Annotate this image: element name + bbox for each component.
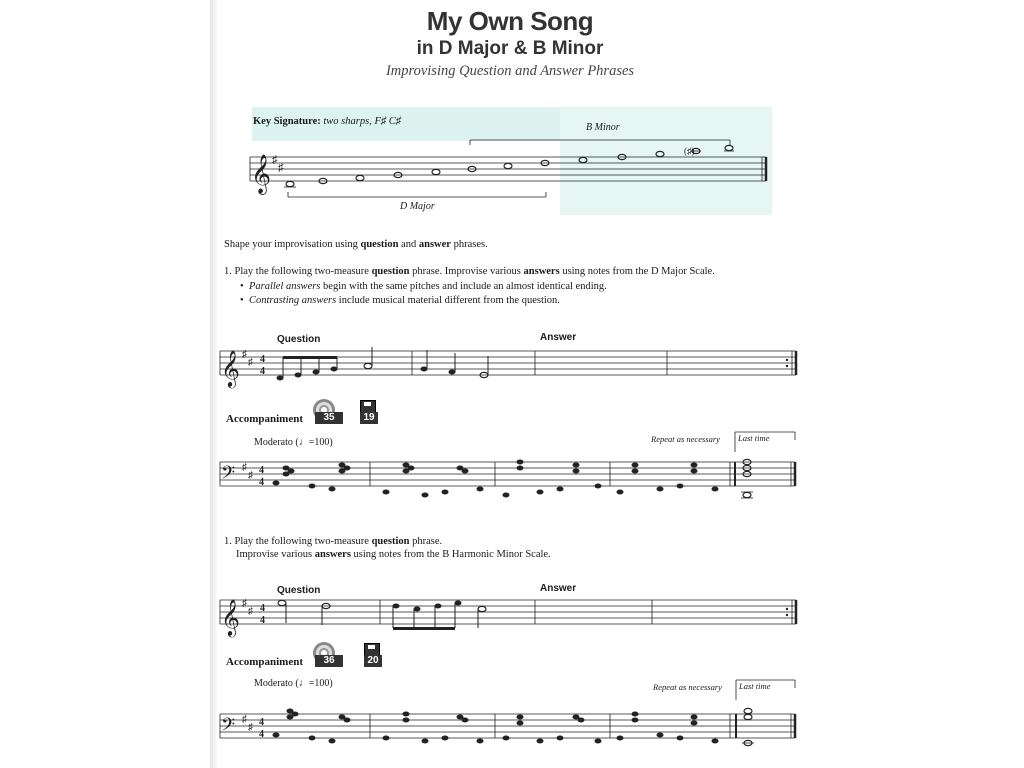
accompaniment-label-2: Accompaniment (226, 656, 303, 668)
svg-text:♯: ♯ (248, 357, 253, 368)
page-subtitle: in D Major & B Minor (416, 38, 604, 59)
disk-track-number-1: 19 (360, 412, 378, 424)
music-worksheet-page (210, 0, 810, 768)
answer-label-1: Answer (540, 332, 577, 343)
svg-text:4: 4 (259, 477, 264, 488)
exercise1-bullet-contrasting: • Contrasting answers include musical material different from the question. (240, 295, 560, 306)
accompaniment-staff-2 (210, 676, 810, 746)
svg-text:♯: ♯ (278, 162, 284, 174)
svg-text:4: 4 (260, 615, 265, 626)
cd-track-number-2: 36 (315, 655, 343, 667)
exercise2-instruction: 1. Play the following two-measure question phrase. (224, 536, 443, 547)
repeat-note-1: Repeat as necessary (651, 434, 720, 444)
svg-text:𝄢: 𝄢 (221, 462, 236, 487)
d-major-label: D Major (400, 201, 435, 212)
accompaniment-label-1: Accompaniment (226, 413, 303, 425)
svg-text:4: 4 (260, 354, 265, 365)
melody-staff-1 (210, 345, 810, 395)
svg-text:♯: ♯ (242, 714, 247, 725)
last-time-label-2: Last time (739, 681, 771, 691)
exercise1-bullet-parallel: • Parallel answers begin with the same pitches and include an almost identical ending. (240, 281, 607, 292)
svg-text:♯: ♯ (272, 154, 278, 166)
exercise1-instruction: 1. Play the following two-measure question phrase. Improvise various answers using notes from the D Major Scale. (224, 266, 715, 277)
svg-text:4: 4 (260, 366, 265, 377)
svg-text:♯: ♯ (242, 349, 247, 360)
svg-text:4: 4 (260, 603, 265, 614)
svg-text:♯: ♯ (242, 462, 247, 473)
svg-text:(♯): (♯) (684, 146, 695, 156)
question-label-1: Question (277, 334, 321, 345)
exercise2-instruction-line2: Improvise various answers using notes from the B Harmonic Minor Scale. (236, 549, 551, 560)
page-title: My Own Song (426, 6, 594, 36)
accompaniment-staff-1 (210, 428, 810, 503)
svg-text:𝄢: 𝄢 (221, 714, 236, 739)
svg-text:4: 4 (259, 729, 264, 740)
key-signature-text: Key Signature: two sharps, F♯ C♯ (253, 116, 401, 127)
scale-staff (210, 135, 810, 235)
svg-text:♯: ♯ (248, 722, 253, 733)
b-minor-label: B Minor (586, 122, 620, 133)
svg-text:4: 4 (259, 717, 264, 728)
cd-track-number-1: 35 (315, 412, 343, 424)
disk-track-number-2: 20 (364, 655, 382, 667)
svg-text:♯: ♯ (248, 470, 253, 481)
page-tagline: Improvising Question and Answer Phrases (385, 63, 635, 79)
question-label-2: Question (277, 585, 321, 596)
svg-text:4: 4 (259, 465, 264, 476)
answer-label-2: Answer (540, 583, 577, 594)
svg-text:𝄞: 𝄞 (221, 350, 240, 386)
svg-text:𝄞: 𝄞 (221, 599, 240, 635)
svg-text:♯: ♯ (242, 598, 247, 609)
repeat-note-2: Repeat as necessary (653, 682, 722, 692)
tempo-marking-2: Moderato (♩=100) (254, 678, 333, 689)
svg-text:♯: ♯ (248, 606, 253, 617)
svg-text:𝄞: 𝄞 (251, 154, 272, 194)
intro-text: Shape your improvisation using question and answer phrases. (224, 239, 488, 250)
melody-staff-2 (210, 596, 810, 641)
tempo-marking-1: Moderato (♩=100) (254, 437, 333, 448)
last-time-label-1: Last time (738, 433, 770, 443)
